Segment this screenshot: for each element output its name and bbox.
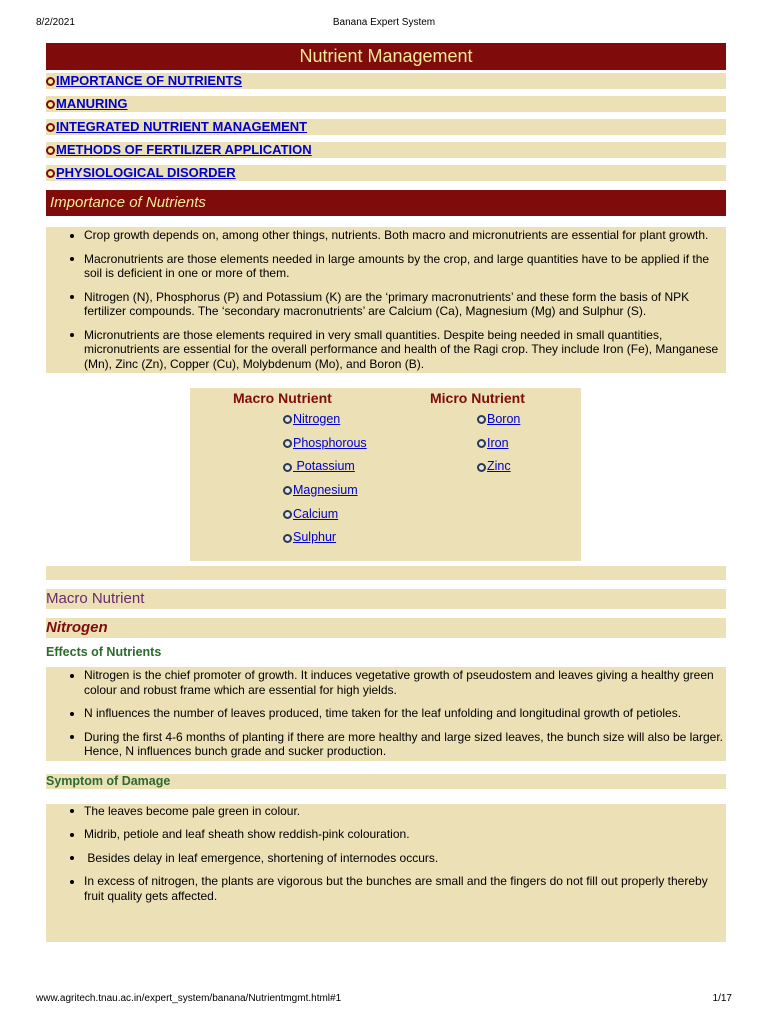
list-item bbox=[283, 455, 367, 479]
list-item bbox=[283, 526, 367, 550]
list-item bbox=[477, 408, 525, 432]
link-nitrogen[interactable]: Nitrogen bbox=[293, 412, 341, 426]
list-item: Micronutrients are those elements required in very small quantities. Despite being needed in small quantities, micronutrients are essential for the overall performance and health of the Ragi crop. They include Iron (Fe), Manganese (Mn), Zinc (Zn), Copper (Cu), Molybdenum (Mo), and Boron (B). bbox=[46, 328, 726, 372]
print-date: 8/2/2021 bbox=[36, 17, 75, 28]
symptom-list-box bbox=[46, 804, 726, 942]
bullet-circle-icon bbox=[46, 123, 55, 132]
list-item: In excess of nitrogen, the plants are vigorous but the bunches are small and the fingers do not fill out properly thereby fruit quality gets affected. bbox=[46, 874, 726, 903]
list-item: N influences the number of leaves produced, time taken for the leaf unfolding and longitudinal growth of petioles. bbox=[46, 706, 726, 721]
list-item bbox=[477, 432, 525, 456]
bullet-circle-icon bbox=[477, 415, 486, 424]
list-item: Nitrogen (N), Phosphorus (P) and Potassium (K) are the ‘primary macronutrients’ and these form the basis of NPK fertilizer compounds. The ‘secondary macronutrients’ are Calcium (Ca), Magnesium (Mg) and Sulphur (S). bbox=[46, 290, 726, 319]
nav-link-manuring[interactable]: MANURING bbox=[56, 96, 128, 111]
link-magnesium[interactable]: Magnesium bbox=[293, 483, 358, 498]
print-header bbox=[36, 17, 732, 31]
list-item bbox=[283, 408, 367, 432]
nav-link-importance[interactable]: IMPORTANCE OF NUTRIENTS bbox=[56, 73, 243, 88]
bullet-circle-icon bbox=[283, 439, 292, 448]
nav-link-methods[interactable]: METHODS OF FERTILIZER APPLICATION bbox=[56, 142, 312, 157]
bullet-circle-icon bbox=[283, 463, 292, 472]
bullet-circle-icon bbox=[46, 77, 55, 86]
bullet-circle-icon bbox=[283, 534, 292, 543]
bullet-circle-icon bbox=[46, 146, 55, 155]
bullet-circle-icon bbox=[477, 463, 486, 472]
bullet-circle-icon bbox=[283, 510, 292, 519]
divider-bar bbox=[46, 566, 726, 580]
nitrogen-heading: Nitrogen bbox=[46, 618, 726, 638]
print-url: www.agritech.tnau.ac.in/expert_system/banana/Nutrientmgmt.html#1 bbox=[36, 993, 342, 1004]
link-zinc[interactable]: Zinc bbox=[487, 459, 511, 474]
nav-link-integrated[interactable]: INTEGRATED NUTRIENT MANAGEMENT bbox=[56, 119, 308, 134]
symptom-heading: Symptom of Damage bbox=[46, 774, 726, 789]
macro-column-heading: Macro Nutrient bbox=[233, 390, 332, 406]
bullet-circle-icon bbox=[283, 486, 292, 495]
link-iron[interactable]: Iron bbox=[487, 435, 509, 450]
nav-item-physiological bbox=[46, 165, 726, 181]
page-title: Nutrient Management bbox=[46, 43, 726, 70]
bullet-circle-icon bbox=[283, 415, 292, 424]
list-item: Nitrogen is the chief promoter of growth. It induces vegetative growth of pseudostem and leaves giving a healthy green colour and robust frame which are essential for high yields. bbox=[46, 668, 726, 697]
list-item bbox=[283, 503, 367, 527]
list-item bbox=[283, 479, 367, 503]
effects-heading: Effects of Nutrients bbox=[46, 645, 162, 659]
effects-list-box bbox=[46, 667, 726, 761]
nav-item-integrated bbox=[46, 119, 726, 135]
list-item: Macronutrients are those elements needed in large amounts by the crop, and large quantities have to be applied if the soil is deficient in one or more of them. bbox=[46, 252, 726, 281]
list-item: During the first 4-6 months of planting if there are more healthy and large sized leaves, the bunch size will also be larger. Hence, N influences bunch grade and sucker production. bbox=[46, 730, 726, 759]
link-calcium[interactable]: Calcium bbox=[293, 506, 339, 521]
link-boron[interactable]: Boron bbox=[487, 412, 521, 426]
bullet-circle-icon bbox=[46, 169, 55, 178]
importance-list-box bbox=[46, 227, 726, 373]
link-sulphur[interactable]: Sulphur bbox=[293, 530, 337, 545]
nutrient-table bbox=[190, 388, 581, 561]
macro-column bbox=[233, 388, 367, 550]
nav-item-manuring bbox=[46, 96, 726, 112]
list-item: Midrib, petiole and leaf sheath show reddish-pink colouration. bbox=[46, 827, 726, 842]
link-phosphorous[interactable]: Phosphorous bbox=[293, 435, 367, 450]
list-item: Crop growth depends on, among other things, nutrients. Both macro and micronutrients are essential for plant growth. bbox=[46, 228, 726, 243]
print-title: Banana Expert System bbox=[332, 17, 436, 28]
page-content bbox=[46, 43, 726, 942]
symptom-list bbox=[46, 804, 726, 904]
print-footer bbox=[36, 993, 732, 1007]
link-potassium[interactable]: Potassium bbox=[293, 459, 355, 474]
list-item bbox=[283, 432, 367, 456]
macro-nutrient-heading: Macro Nutrient bbox=[46, 589, 726, 609]
list-item bbox=[477, 455, 525, 479]
importance-list bbox=[46, 228, 726, 371]
nav-item-importance bbox=[46, 73, 726, 89]
bullet-circle-icon bbox=[477, 439, 486, 448]
section-heading-importance: Importance of Nutrients bbox=[46, 190, 726, 216]
nav-item-methods bbox=[46, 142, 726, 158]
micro-column bbox=[430, 388, 525, 479]
bullet-circle-icon bbox=[46, 100, 55, 109]
nav-link-physiological[interactable]: PHYSIOLOGICAL DISORDER bbox=[56, 165, 236, 180]
list-item: Besides delay in leaf emergence, shortening of internodes occurs. bbox=[46, 851, 726, 866]
list-item: The leaves become pale green in colour. bbox=[46, 804, 726, 819]
page-number: 1/17 bbox=[712, 993, 732, 1004]
micro-column-heading: Micro Nutrient bbox=[430, 390, 525, 406]
effects-list bbox=[46, 668, 726, 759]
